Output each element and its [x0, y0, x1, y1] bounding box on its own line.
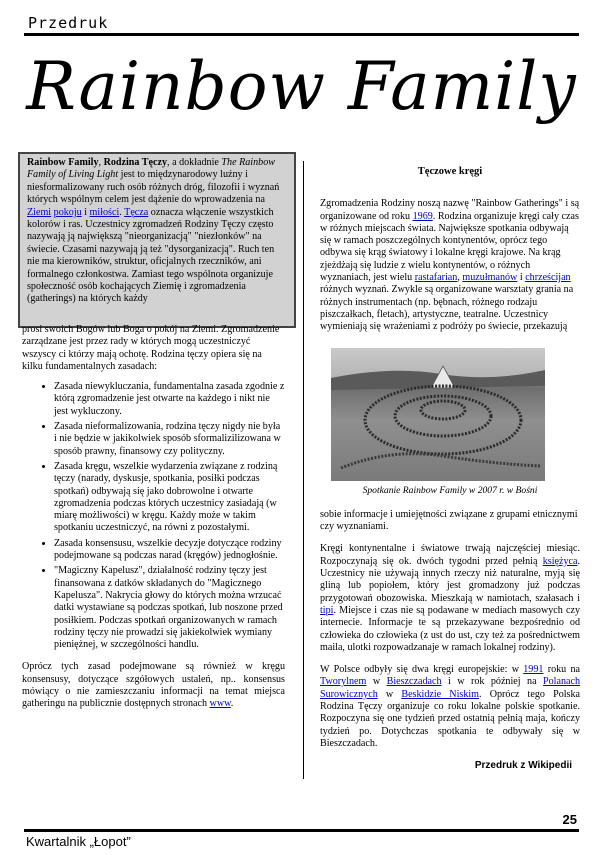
gathering-photo-svg [331, 348, 545, 481]
section-title: Tęczowe kręgi [417, 166, 483, 177]
right-paragraph [320, 198, 580, 333]
intro-sep: , [98, 157, 104, 168]
intro-box [18, 152, 296, 328]
intro-text: jest to międzynarodowy luźny i niesformalizowany ruch osób różnych dróg, filozofii i wyznań których wspólnym celem jest dążenie do wprowadzenia na [27, 169, 280, 206]
intro-text: . [119, 206, 125, 218]
page-title: Rainbow Family [26, 48, 577, 125]
link-www[interactable]: www [209, 698, 231, 710]
source-credit: Przedruk z Wikipedii [474, 760, 572, 772]
link-beskidzie-niskim[interactable]: Beskidzie Niskim [401, 688, 480, 700]
link-bieszczadach[interactable]: Bieszczadach [386, 676, 442, 688]
link-polanach-surowicznych[interactable]: Polanach Surowicznych [320, 676, 580, 700]
right-paragraph: sobie informacje i umiejętności związane z grupami etnicznymi czy wyznaniami. [320, 508, 578, 533]
link-muzulmanow[interactable]: muzułmanów [462, 272, 518, 284]
page-number: 25 [562, 812, 577, 827]
paragraph-text: . Oprócz tego Polska Rodzina Tęczy organizuje co roku lokalne polskie spotkanie. Rozpoczyna się one tydzień przed ostatnią pełnią maja, kończy tydzień po. Dotychczas spotkania te odbywały się w Bieszczadach. [320, 688, 580, 749]
paragraph-text: . Uczestnicy nie używają innych rzeczy niż naturalne, myją się gliną lub popiołem, który jest gromadzony już podczas przygotowań obozowiska. Mieszkają w namiotach, szałasach i [320, 555, 580, 604]
paragraph-text: W Polsce odbyły się dwa kręgi europejskie: w [320, 664, 524, 676]
link-tworylnem[interactable]: Tworylnem [320, 676, 367, 688]
photo-caption: Spotkanie Rainbow Family w 2007 r. w Bośni [362, 484, 538, 496]
link-rastafarian[interactable]: rastafarian [414, 272, 458, 284]
section-label: Przedruk [28, 14, 109, 32]
paragraph-text: roku na [543, 664, 580, 676]
link-1991[interactable]: 1991 [523, 664, 544, 676]
intro-text: i [81, 206, 90, 218]
right-column [320, 162, 580, 773]
left-paragraph: prosi swoich Bogów lub Boga o pokój na Ziemi. Zgromadzenie zarządzane jest przez rady w których mogą uczestniczyć wszyscy ci którzy mają ochotę. Rodzina tęczy opiera się na kilku fundamentalnych zasadach: [22, 324, 280, 372]
paragraph-text: . [230, 698, 234, 710]
paragraph-text: różnych wyznań. Zwykle są organizowane warsztaty grania na różnych instrumentach (np. bębnach, różnego rodzaju piszczałkach, fletach), artystyczne, teatralne. Uczestnicy wymieniają się wrażeniami z podróży po świecie, przekazują [320, 284, 574, 333]
left-paragraph [22, 661, 285, 710]
principle-item: • Zasada kręgu, wszelkie wydarzenia związane z rodziną tęczy (narady, dyskusje, spotkania, posiłki podczas spotkań) odbywają się jako dobrowolne i otwarte zgromadzenia podczas których uczestnicy zasiadają (w miarę możliwości) w kręgu. Każdy może w takim spotkaniu uczestniczyć, na równi z pozostałymi. [54, 461, 285, 535]
top-rule [24, 33, 579, 36]
principle-item: • Zasada niewykluczania, fundamentalna zasada zgodnie z którą zgromadzenie jest otwarte na każdego i nikt nie jest wykluczony. [54, 381, 285, 418]
footer-magazine: Kwartalnik „Łopot” [26, 834, 131, 849]
link-chrzescijan[interactable]: chrześcijan [525, 272, 571, 284]
intro-text: , a dokładnie [167, 157, 222, 168]
intro-fullname: The Rainbow Family of Living Light [27, 157, 275, 181]
intro-text: oznacza włączenie wszystkich kolorów i ras. Uczestnicy zgromadzeń Rodziny Tęczy często nazywają ją największą "nieorganizacją" "niezłonków" na świecie. Czasami nazywają ją też "dysorganizacją". Ruch ten nie ma kierowników, struktur, oficjalnych rzeczników, ani formalnego członkostwa. Zamiast tego wspólnota organizuje społeczność osób kochających Ziemię i zgromadzenia (gatherings) na których każdy [27, 206, 275, 305]
intro-name-1: Rainbow Family [27, 157, 99, 168]
paragraph-text: w [377, 688, 402, 700]
paragraph-text: , [457, 272, 463, 284]
paragraph-text: w [366, 676, 387, 688]
column-divider [303, 161, 304, 779]
paragraph-text: Oprócz tych zasad podejmowane są również w kręgu konsensusy, dotyczące szgółowych ustaleń, np.. konsensus mówiący o nie zamieszczaniu informacji na temat miejsca gatheringu na publicznie dostępnych stronach [22, 661, 285, 710]
principle-item: • Zasada nieformalizowania, rodzina tęczy nigdy nie była i nie będzie w jakikolwiek sposób sformalizilizowana w sposób prawny, finansowy czy polityczny. [54, 421, 285, 458]
intro-name-2: Rodzina Tęczy [103, 157, 168, 168]
left-column [22, 324, 285, 716]
link-pokoju[interactable]: pokoju [53, 206, 82, 218]
principle-item: • "Magiczny Kapelusz", działalność rodziny tęczy jest finansowana z datków składanych do "Magicznego Kapelusza". Nakrycia głowy do których można wrzucać datki wystawiane są podczas spotkań, lub noszone przed posiłkiem. Podczas spotkań organizowanych w ramach rodziny tęczy nie prowadzi się jakiekolwiek wymiany pieniężnej, w szczególności handlu. [54, 565, 285, 651]
paragraph-text: i w rok później na [441, 676, 543, 688]
paragraph-text: i [517, 272, 526, 284]
principles-list [22, 381, 285, 651]
paragraph-text: Kręgi kontynentalne i światowe trwają najczęściej miesiąc. Rozpoczynają się ok. dwóch tygodni przed pełnią [320, 543, 580, 567]
right-paragraph [320, 664, 580, 750]
link-1969[interactable]: 1969 [412, 210, 433, 222]
bottom-rule [24, 829, 579, 832]
link-ziemi[interactable]: Ziemi [27, 206, 52, 218]
paragraph-text: . Miejsce i czas nie są podawane w mediach masowych czy internecie. Informacje te są przekazywane bezpośrednio od człowieka do człowieka (z ust do ust, czy też za pośrednictwem maila, ulotki rozpowadzanaje w ramach lokalnej rodziny). [320, 604, 580, 653]
right-paragraph [320, 543, 580, 654]
paragraph-text: . Rodzina organizuje kręgi cały czas w różnych miejscach świata. Największe spotkania odbywają się w ramach poszczególnych kontynentów, oprócz tego odbywa się krąg światowy i lokalne kręgi krajowe. Na krąg zjeżdżają się ludzie z wielu kontynentów, o różnych wyznaniach, jest wielu [320, 210, 579, 284]
gathering-photo [331, 348, 545, 481]
paragraph-text: Zgromadzenia Rodziny noszą nazwę "Rainbow Gatherings" i są organizowane od roku [320, 198, 580, 222]
link-tecza[interactable]: Tęcza [124, 206, 149, 218]
link-ksiezyca[interactable]: księżyca [542, 555, 578, 567]
link-tipi[interactable]: tipi [320, 604, 334, 616]
link-milosci[interactable]: miłości [89, 206, 120, 218]
principle-item: • Zasada konsensusu, wszelkie decyzje dotyczące rodziny podejmowane są podczas narad (kręgów) jednogłośnie. [54, 538, 285, 563]
